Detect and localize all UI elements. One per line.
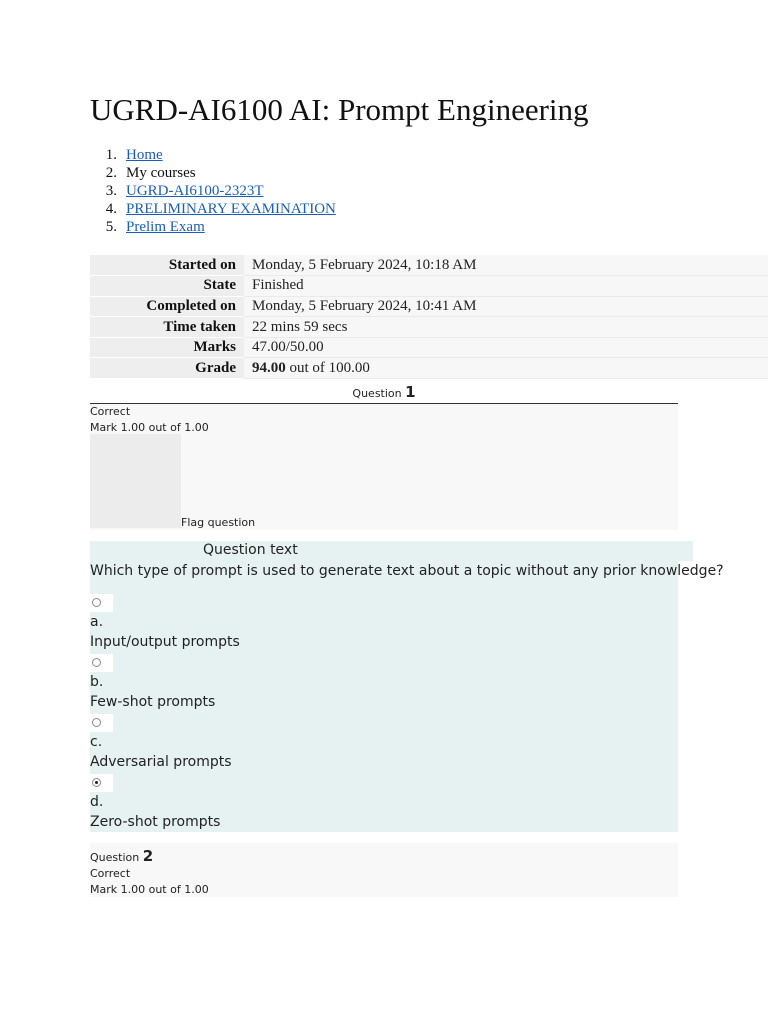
breadcrumb-number: 5. bbox=[105, 219, 117, 235]
answer-text-d: Zero-shot prompts bbox=[90, 814, 221, 830]
radio-icon bbox=[92, 658, 101, 667]
breadcrumb-text-my-courses: My courses bbox=[126, 165, 196, 181]
answer-text-a: Input/output prompts bbox=[90, 634, 240, 650]
question-status: Correct bbox=[90, 405, 131, 418]
grade-score: 94.00 bbox=[252, 359, 286, 376]
grade-out-of: out of 100.00 bbox=[285, 359, 370, 376]
question-prefix: Question bbox=[90, 851, 143, 864]
question-1-content bbox=[90, 561, 724, 832]
summary-value: Monday, 5 February 2024, 10:41 AM bbox=[244, 296, 768, 317]
breadcrumb bbox=[90, 146, 336, 236]
radio-icon bbox=[92, 598, 101, 607]
radio-icon bbox=[92, 718, 101, 727]
summary-label: Time taken bbox=[90, 317, 244, 338]
page-title: UGRD-AI6100 AI: Prompt Engineering bbox=[90, 92, 589, 127]
flag-icon[interactable] bbox=[90, 434, 181, 528]
breadcrumb-number: 3. bbox=[105, 183, 117, 199]
attempt-summary-table bbox=[90, 255, 768, 379]
question-mark: Mark 1.00 out of 1.00 bbox=[90, 883, 209, 896]
breadcrumb-item-section bbox=[90, 200, 336, 218]
question-1-info bbox=[90, 404, 678, 530]
answer-radio-a[interactable] bbox=[90, 594, 113, 612]
summary-value bbox=[244, 358, 768, 379]
answer-radio-c[interactable] bbox=[90, 714, 113, 732]
question-text-heading-bar bbox=[90, 541, 693, 561]
question-number: 2 bbox=[142, 847, 154, 865]
breadcrumb-number: 4. bbox=[105, 201, 117, 217]
breadcrumb-link-quiz[interactable]: Prelim Exam bbox=[126, 219, 205, 235]
summary-label: Grade bbox=[90, 358, 244, 379]
radio-selected-icon bbox=[92, 778, 101, 787]
breadcrumb-item-quiz bbox=[90, 218, 336, 236]
breadcrumb-link-course[interactable]: UGRD-AI6100-2323T bbox=[126, 183, 264, 199]
summary-value: 22 mins 59 secs bbox=[244, 317, 768, 338]
summary-label: Marks bbox=[90, 337, 244, 358]
question-2-title bbox=[90, 847, 153, 865]
summary-row-started bbox=[90, 255, 768, 276]
summary-value: Finished bbox=[244, 276, 768, 297]
breadcrumb-item-home bbox=[90, 146, 336, 164]
summary-row-marks bbox=[90, 337, 768, 358]
question-status: Correct bbox=[90, 867, 131, 880]
question-text-heading: Question text bbox=[203, 542, 298, 558]
answer-letter-b: b. bbox=[90, 674, 104, 690]
summary-row-grade bbox=[90, 358, 768, 379]
question-prefix: Question bbox=[352, 387, 406, 400]
flag-question-link[interactable]: Flag question bbox=[181, 516, 256, 529]
question-number: 1 bbox=[405, 383, 416, 401]
breadcrumb-item-my-courses bbox=[90, 164, 336, 182]
breadcrumb-link-section[interactable]: PRELIMINARY EXAMINATION bbox=[126, 201, 336, 217]
question-1-header bbox=[90, 383, 678, 404]
summary-value: Monday, 5 February 2024, 10:18 AM bbox=[244, 255, 768, 276]
summary-label: State bbox=[90, 276, 244, 297]
breadcrumb-number: 2. bbox=[105, 165, 117, 181]
answer-letter-a: a. bbox=[90, 614, 104, 630]
question-text: Which type of prompt is used to generate text about a topic without any prior knowledge? bbox=[90, 563, 724, 579]
breadcrumb-link-home[interactable]: Home bbox=[126, 147, 163, 163]
summary-row-completed bbox=[90, 296, 768, 317]
breadcrumb-item-course bbox=[90, 182, 336, 200]
answer-radio-d[interactable] bbox=[90, 774, 113, 792]
answer-text-b: Few-shot prompts bbox=[90, 694, 216, 710]
answer-radio-b[interactable] bbox=[90, 654, 113, 672]
answer-letter-c: c. bbox=[90, 734, 103, 750]
breadcrumb-number: 1. bbox=[105, 147, 117, 163]
answer-letter-d: d. bbox=[90, 794, 104, 810]
question-2-info bbox=[90, 843, 678, 897]
answer-text-c: Adversarial prompts bbox=[90, 754, 232, 770]
summary-label: Started on bbox=[90, 255, 244, 276]
summary-row-time-taken bbox=[90, 317, 768, 338]
summary-label: Completed on bbox=[90, 296, 244, 317]
question-mark: Mark 1.00 out of 1.00 bbox=[90, 421, 209, 434]
summary-row-state bbox=[90, 276, 768, 297]
summary-value: 47.00/50.00 bbox=[244, 337, 768, 358]
